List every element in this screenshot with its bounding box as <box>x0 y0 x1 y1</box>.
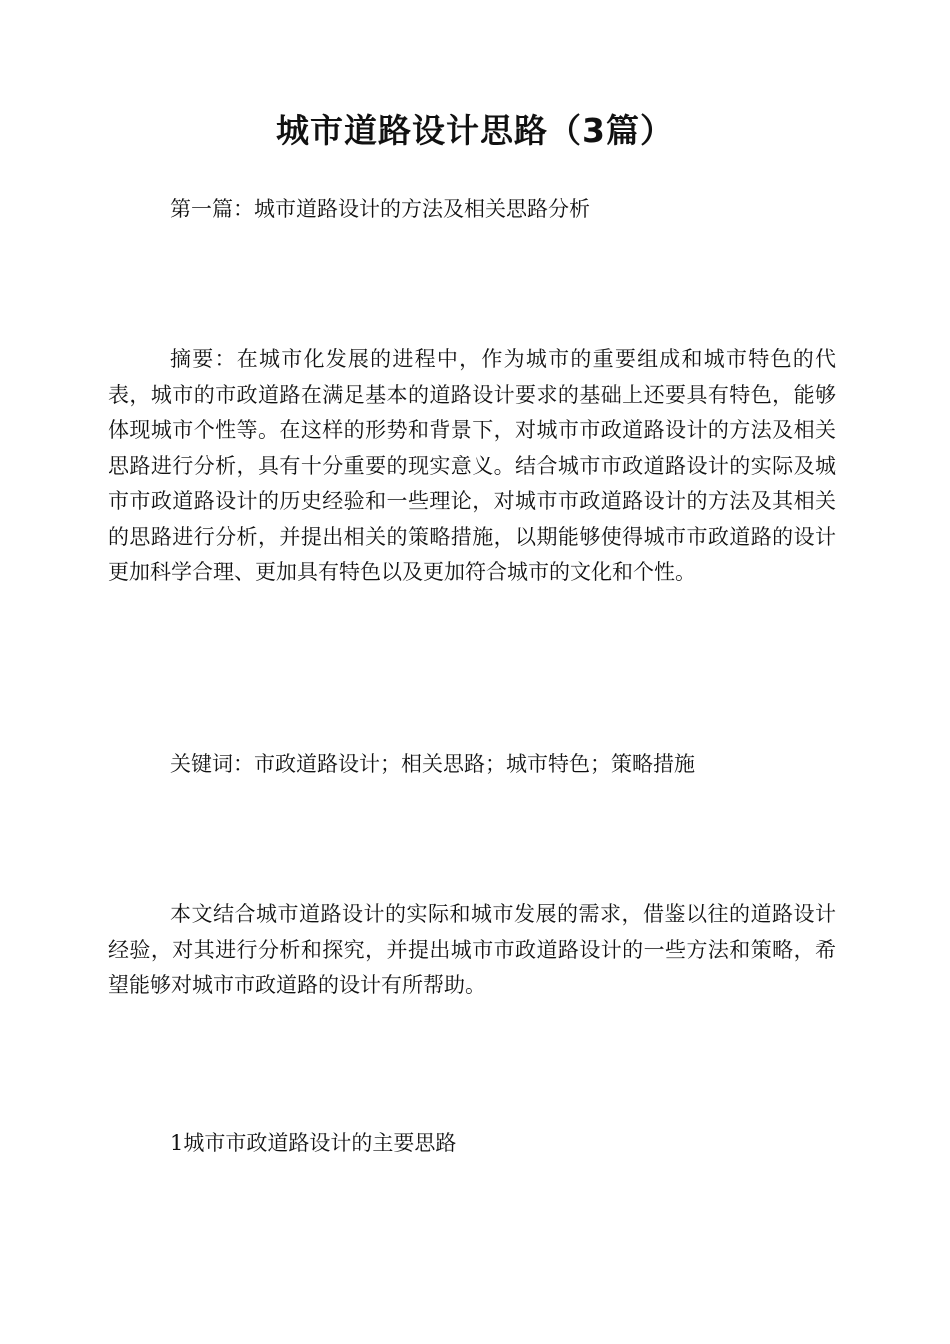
document-title: 城市道路设计思路（3篇） <box>276 111 674 150</box>
abstract-paragraph: 摘要：在城市化发展的进程中，作为城市的重要组成和城市特色的代表，城市的市政道路在满足基本的道路设计要求的基础上还要具有特色，能够体现城市个性等。在这样的形势和背景下，对城市市政道路设计的方法及相关思路进行分析，具有十分重要的现实意义。结合城市市政道路设计的实际及城市市政道路设计的历史经验和一些理论，对城市市政道路设计的方法及其相关的思路进行分析，并提出相关的策略措施，以期能够使得城市市政道路的设计更加科学合理、更加具有特色以及更加符合城市的文化和个性。 <box>108 347 836 584</box>
section-heading: 1城市市政道路设计的主要思路 <box>170 1131 457 1155</box>
chapter-heading: 第一篇：城市道路设计的方法及相关思路分析 <box>170 197 590 221</box>
intro-paragraph: 本文结合城市道路设计的实际和城市发展的需求，借鉴以往的道路设计经验，对其进行分析和探究，并提出城市市政道路设计的一些方法和策略，希望能够对城市市政道路的设计有所帮助。 <box>108 902 836 997</box>
keywords-line: 关键词：市政道路设计；相关思路；城市特色；策略措施 <box>170 752 695 776</box>
